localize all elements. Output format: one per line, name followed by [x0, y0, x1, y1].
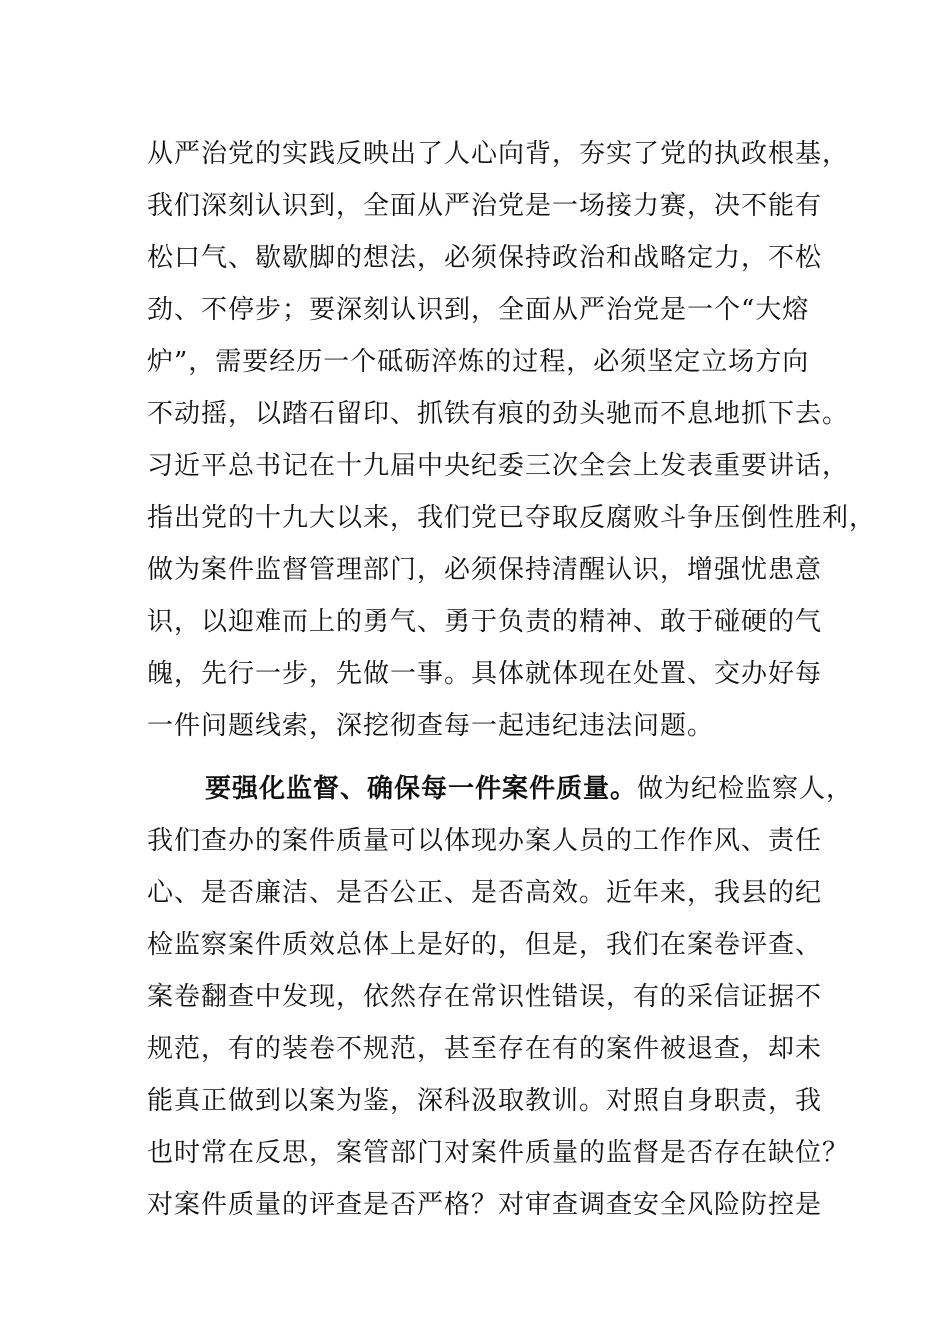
text-line: 规范，有的装卷不规范，甚至存在有的案件被退查，却未 — [147, 1034, 823, 1064]
text-line: 指出党的十九大以来，我们党已夺取反腐败斗争压倒性胜利， — [147, 503, 877, 533]
text-line: 魄，先行一步，先做一事。具体就体现在处置、交办好每 — [147, 659, 823, 689]
text-line: 一件问题线索，深挖彻查每一起违纪违法问题。 — [147, 711, 715, 741]
body-text — [147, 128, 877, 1231]
text-line: 心、是否廉洁、是否公正、是否高效。近年来，我县的纪 — [147, 878, 823, 908]
text-line: 检监察案件质效总体上是好的，但是，我们在案卷评查、 — [147, 930, 823, 960]
paragraph-first-line — [147, 763, 854, 815]
paragraph-1 — [147, 128, 877, 752]
text-line: 我们深刻认识到，全面从严治党是一场接力赛，决不能有 — [147, 191, 823, 221]
text-line: 劲、不停步；要深刻认识到，全面从严治党是一个“大熔 — [147, 295, 810, 325]
text-line: 我们查办的案件质量可以体现办案人员的工作作风、责任 — [147, 826, 823, 856]
text-line: 做为案件监督管理部门，必须保持清醒认识，增强忧患意 — [147, 555, 823, 585]
paragraph-heading: 要强化监督、确保每一件案件质量。 — [205, 774, 638, 804]
text-line: 不动摇，以踏石留印、抓铁有痕的劲头驰而不息地抓下去。 — [147, 399, 850, 429]
text-line: 松口气、歇歇脚的想法，必须保持政治和战略定力，不松 — [147, 243, 823, 273]
paragraph-2 — [147, 763, 854, 1231]
text-line: 从严治党的实践反映出了人心向背，夯实了党的执政根基， — [147, 139, 850, 169]
paragraph-gap — [147, 752, 827, 763]
text-line: 炉”，需要经历一个砥砺淬炼的过程，必须坚定立场方向 — [147, 347, 810, 377]
text-line: 也时常在反思，案管部门对案件质量的监督是否存在缺位？ — [147, 1138, 850, 1168]
text-line: 识，以迎难而上的勇气、勇于负责的精神、敢于碰硬的气 — [147, 607, 823, 637]
text-line: 对案件质量的评查是否严格？对审查调查安全风险防控是 — [147, 1190, 823, 1220]
text-line: 案卷翻查中发现，依然存在常识性错误，有的采信证据不 — [147, 982, 823, 1012]
text-line: 习近平总书记在十九届中央纪委三次全会上发表重要讲话， — [147, 451, 850, 481]
text-line: 能真正做到以案为鉴，深科汲取教训。对照自身职责，我 — [147, 1086, 823, 1116]
paragraph-first-line-text: 做为纪检监察人， — [637, 774, 854, 804]
